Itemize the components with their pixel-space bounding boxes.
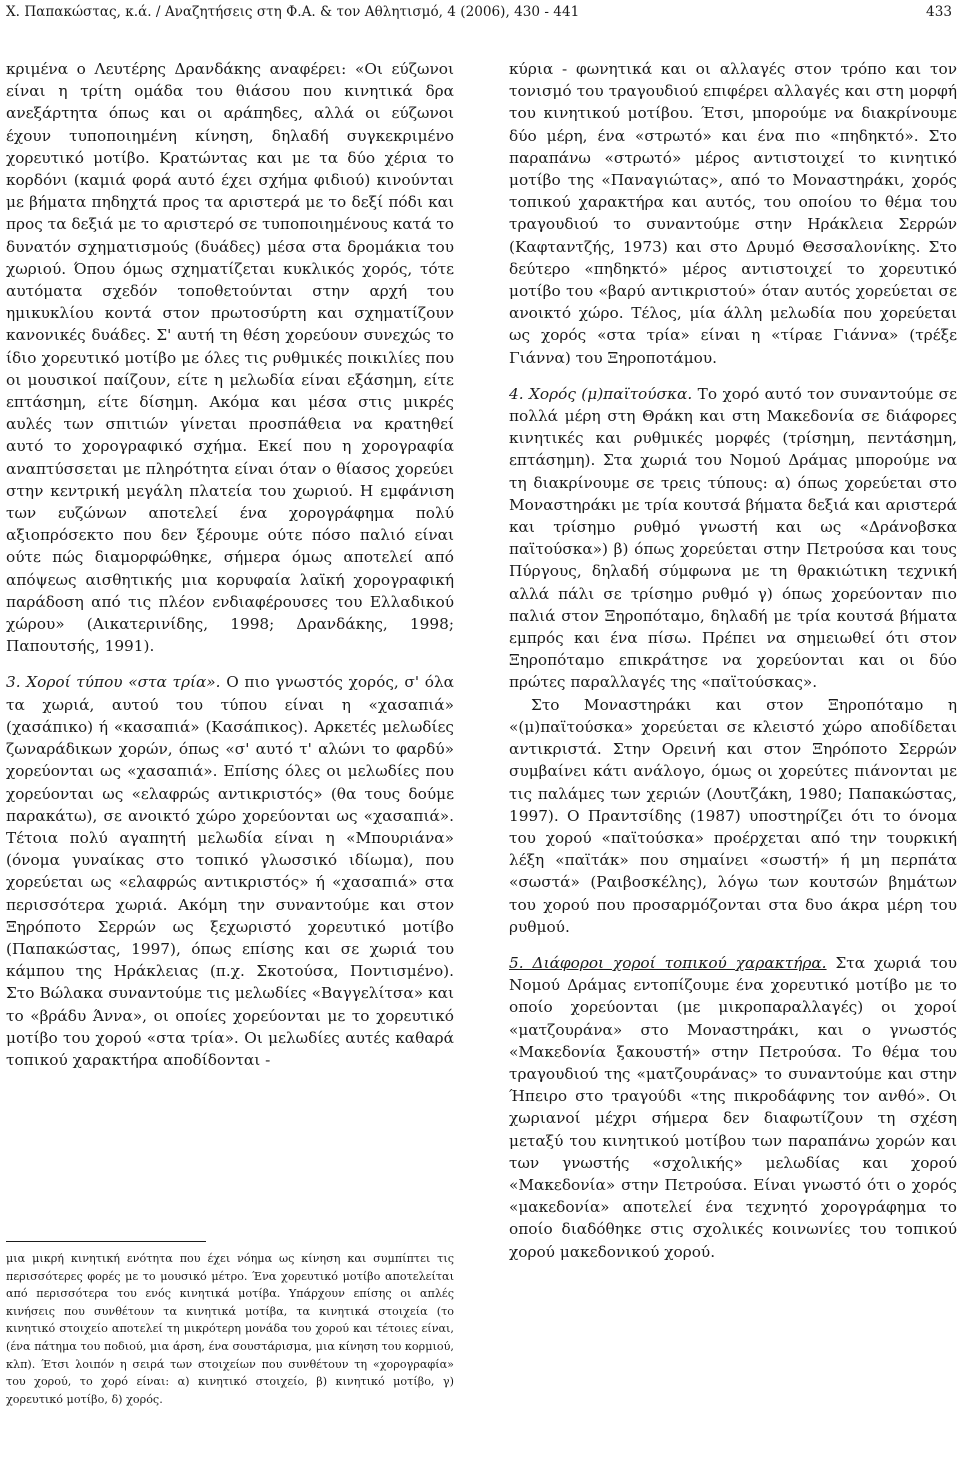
section-5-text: Στα χωριά του Νομού Δράμας εντοπίζουμε ένα χορευτικό μοτίβο με το οποίο χορεύονται (με μικροπαραλλαγές) οι χοροί «ματζουράνα» στο Μοναστηράκι, και ο γνωστός «Μακεδονία ξακουστή» στην Πετρούσα. Το θέμα του τραγουδιού της «ματζουράνας» το συναντούμε και στην Ήπειρο στο τραγούδι «της πικροδάφνης τον ανθό». Οι χωριανοί μέχρι σήμερα δεν διαφωτίζουν τη σχέση μεταξύ του κινητικού μοτίβου των παραπάνω χορών και των γνωστής «σχολικής» μελωδίας και χορού «Μακεδονία» στην Πετρούσα. Είναι γνωστό ότι ο χορός «μακεδονία» αποτελεί ένα τεχνητό χορογράφημα το οποίο διαδόθηκε στις σχολικές κοινωνίες του τοπικού χορού μακεδονικού χορού. [509,953,957,1261]
running-header [6,2,952,26]
right-column [509,58,957,1263]
section-3-text: Ο πιο γνωστός χορός, σ' όλα τα χωριά, αυτού του τύπου είναι η «χασαπιά» (χασάπικο) ή «κασαπιά» (Κασάπικος). Αρκετές μελωδίες ζωναράδικων χορών, όπως «σ' αυτό τ' αλώνι το φαρδύ» χορεύονται ως «χασαπιά». Επίσης όλες οι μελωδίες που χορεύονται ως «ελαφρώς αντικριστός» (θα τους δούμε παρακάτω), σε ανοικτό χώρο χορεύονται ως «χασαπιά». Τέτοια πολύ αγαπητή μελωδία είναι η «Μπουριάνα» (όνομα γυναίκας στο τοπικό γλωσσικό ιδίωμα), που χορεύεται ως «ελαφρώς αντικριστός» ή «χασαπιά» στα περισσότερα χωριά. Ακόμη την συναντούμε και στον Ξηρόποτο Σερρών ως ξεχωριστό χορευτικό μοτίβο (Παπακώστας, 1997), όπως επίσης και σε χωριά του κάμπου της Ηράκλειας (π.χ. Σκοτούσα, Ποντισμένο). Στο Βώλακα συναντούμε τις μελωδίες «Βαγγελίτσα» και το «βράδυ Άννα», οι οποίες χορεύονται με το χορευτικό μοτίβο του χορού «στα τρία». Οι μελωδίες αυτές καθαρά τοπικού χαρακτήρα αποδίδονται - [6,673,454,1069]
paragraph-section-4 [509,383,957,694]
section-5-heading: 5. Διάφοροι χοροί τοπικού χαρακτήρα. [509,953,827,972]
paragraph-continuation: κύρια - φωνητικά και οι αλλαγές στον τρόπο και τον τονισμό του τραγουδιού επιφέρει αλλαγές και στη μορφή του κινητικού μοτίβου. Έτσι, μπορούμε να διακρίνουμε δύο μέρη, ένα «στρωτό» και ένα πιο «πηδηκτό». Στο παραπάνω «στρωτό» μέρος αντιστοιχεί το κινητικό μοτίβο της «Παναγιώτας», από το Μοναστηράκι, χορός τοπικού χαρακτήρα και αυτός, του οποίου το θέμα του τραγουδιού το συναντούμε στην Ηράκλεια Σερρών (Καφταντζής, 1973) και στο Δρυμό Θεσσαλονίκης. Στο δεύτερο «πηδηκτό» μέρος αντιστοιχεί το χορευτικό μοτίβο του «βαρύ αντικριστού» όταν αυτός χορεύεται σε ανοικτό χώρο. Τέλος, μία άλλη μελωδία που χορεύεται ως χορός «στα τρία» είναι η «τίραε Γιάννα» (τρέξε Γιάννα) του Ξηροποτάμου. [509,60,957,367]
paragraph-section-3 [6,671,454,1071]
section-4-text: Το χορό αυτό τον συναντούμε σε πολλά μέρη στη Θράκη και στη Μακεδονία σε διάφορες κινητικές και ρυθμικές μορφές (τρίσημη, πεντάσημη, επτάσημη). Στα χωριά του Νομού Δράμας μπορούμε να τη διακρίνουμε σε τρεις τύπους: α) όπως χορεύεται στο Μοναστηράκι με τρία κουτσά βήματα δεξιά και αριστερά και τρίσημο ρυθμό γνωστή και ως «Δράνοβσκα παϊτούσκα») β) όπως χορεύεται στην Πετρούσα και τους Πύργους, δηλαδή σύμφωνα με τη θρακιώτικη τεχνική αλλά πάλι σε τρίσημο ρυθμό γ) όπως χορεύονταν πιο παλιά στον Ξηροπόταμο, δηλαδή με τρία κουτσά βήματα εμπρός και ένα πίσω. Πρέπει να σημειωθεί ότι στον Ξηροπόταμο επικράτησε να χορεύονται και οι δύο πρώτες παραλλαγές της «παϊτούσκας». [509,384,957,692]
page-number: 433 [926,4,952,20]
footnote-divider [6,1241,206,1242]
paragraph-paitouska: Στο Μοναστηράκι και στον Ξηροπόταμο η «(μ)παϊτούσκα» χορεύεται σε κλειστό χώρο αποδίδεται αντικριστά. Στην Ορεινή και στον Ξηρόποτο Σερρών συμβαίνει κάτι ανάλογο, όμως οι χορεύτες πιάνονται με τις παλάμες των χεριών (Λουτζάκη, 1980; Παπακώστας, 1997). Ο Πραντσίδης (1987) υποστηρίζει ότι το όνομα του χορού «παϊτούσκα» προέρχεται από την τουρκική λέξη «παϊτάκ» που σημαίνει «σωστή» ή μη περπάτα «σωστά» (Ραιβοσκέλης), λόγω των κουτσών βημάτων του χορού που προσαρμόζονται στα δυο άκρα μέρη του ρυθμού. [509,695,957,936]
footnote [6,1250,454,1408]
running-title: Χ. Παπακώστας, κ.ά. / Αναζητήσεις στη Φ.Α. & τον Αθλητισμό, 4 (2006), 430 - 441 [6,4,580,20]
left-column [6,58,454,1071]
paragraph-euzones: κριμένα ο Λευτέρης Δρανδάκης αναφέρει: «Οι εύζωνοι είναι η τρίτη ομάδα του θιάσου που κινητικά δρα ανεξάρτητα όπως και οι αράπηδες, αλλά οι εύζωνοι έχουν τυποποιημένη κίνηση, δηλαδή συγκεκριμένο χορευτικό μοτίβο. Κρατώντας και με τα δύο χέρια το κορδόνι (καμιά φορά αυτό έχει σχήμα φιδιού) κινούνται με βήματα πηδηχτά προς τα αριστερά με το δεξί πόδι και προς τα δεξιά με το αριστερό σε τυποποιημένους κατά το δυνατόν σχηματισμούς (δυάδες) μέσα στα δρομάκια του χωριού. Όπου όμως σχηματίζεται κυκλικός χορός, τότε αυτόματα σχεδόν τοποθετούνται στην αρχή του ημικυκλίου κοντά στον πρωτοσύρτη και σχηματίζουν κανονικές δυάδες. Σ' αυτή τη θέση χορεύουν συνεχώς το ίδιο χορευτικό μοτίβο με όλες τις ρυθμικές ποικιλίες που οι μουσικοί παίζουν, είτε η μελωδία είναι εξάσημη, είτε επτάσημη, είτε δίσημη. Ακόμα και μέσα στις μικρές αυλές των σπιτιών γίνεται προσπάθεια να κρατηθεί αυτό το χορογραφικό σχήμα. Εκεί που η χορογραφία αναπτύσσεται με πληρότητα είναι όταν ο θίασος χορεύει στην κεντρική μεγάλη πλατεία του χωριού. Η εμφάνιση των ευζώνων αποτελεί ένα χορογράφημα πολύ αξιοπρόσεκτο που δεν ξέρουμε ούτε πόσο παλιό είναι ούτε πώς διαμορφώθηκε, σήμερα όμως αποτελεί από απόψεως αισθητικής μια κορυφαία λαϊκή χορογραφική παράδοση από τις πλέον ενδιαφέρουσες του Ελλαδικού χώρου» (Αικατερινίδης, 1998; Δρανδάκης, 1998; Παπουτσής, 1991). [6,60,454,656]
paragraph-section-5 [509,952,957,1263]
section-4-heading: 4. Χορός (μ)παϊτούσκα. [509,384,693,403]
footnote-text: μια μικρή κινητική ενότητα που έχει νόημα ως κίνηση και συμπίπτει τις περισσότερες φορές με το μουσικό μέτρο. Ένα χορευτικό μοτίβο αποτελείται από περισσότερα του ενός κινητικά μοτίβα. Υπάρχουν επίσης οι απλές κινήσεις που συνθέτουν τα κινητικά μοτίβα, τα κινητικά στοιχεία (το κινητικό στοιχείο αποτελεί τη μικρότερη μονάδα του χορού και τέτοιες είναι, (ένα πάτημα του ποδιού, μια άρση, ένα σουστάρισμα, μια κίνηση του κορμιού, κλπ). Έτσι λοιπόν η σειρά των στοιχείων που συνθέτουν τη «χορογραφία» του χορού, το χορό είναι: α) κινητικό στοιχείο, β) κινητικό μοτίβο, γ) χορευτικό μοτίβο, δ) χορός. [6,1252,454,1406]
section-3-heading: 3. Χοροί τύπου «στα τρία». [6,673,221,692]
